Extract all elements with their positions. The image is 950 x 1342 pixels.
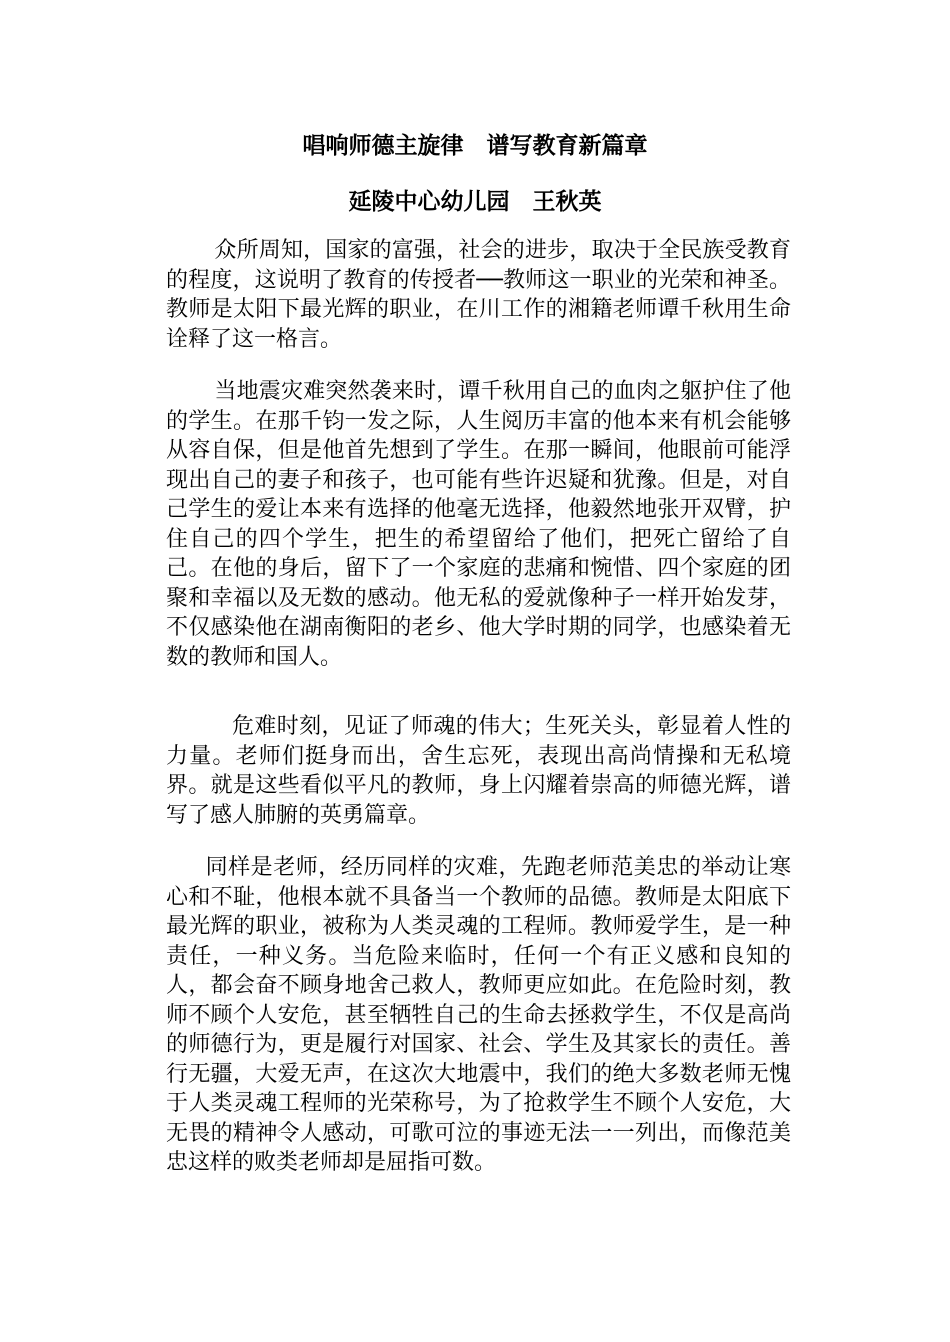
paragraph-block: [166, 236, 791, 354]
paragraph-block: [166, 712, 791, 830]
paragraph-block: [166, 853, 791, 1178]
paragraph: 同样是老师，经历同样的灾难，先跑老师范美忠的举动让寒心和不耻，他根本就不具备当一个教师的品德。教师是太阳底下最光辉的职业，被称为人类灵魂的工程师。教师爱学生，是一种责任，一种义务。当危险来临时，任何一个有正义感和良知的人，都会奋不顾身地舍己救人，教师更应如此。在危险时刻，教师不顾个人安危，甚至牺牲自己的生命去拯救学生，不仅是高尚的师德行为，更是履行对国家、社会、学生及其家长的责任。善行无疆，大爱无声，在这次大地震中，我们的绝大多数老师无愧于人类灵魂工程师的光荣称号，为了抢救学生不顾个人安危，大无畏的精神令人感动，可歌可泣的事迹无法一一列出，而像范美忠这样的败类老师却是屈指可数。: [166, 855, 791, 1175]
paragraph: 危难时刻，见证了师魂的伟大；生死关头，彰显着人性的力量。老师们挺身而出，舍生忘死，表现出高尚情操和无私境界。就是这些看似平凡的教师，身上闪耀着崇高的师德光辉，谱写了感人肺腑的英勇篇章。: [166, 714, 791, 828]
paragraph-block: [166, 377, 791, 672]
paragraph: 当地震灾难突然袭来时，谭千秋用自己的血肉之躯护住了他的学生。在那千钧一发之际，人生阅历丰富的他本来有机会能够从容自保，但是他首先想到了学生。在那一瞬间，他眼前可能浮现出自己的妻子和孩子，也可能有些许迟疑和犹豫。但是，对自己学生的爱让本来有选择的他毫无选择，他毅然地张开双臂，护住自己的四个学生，把生的希望留给了他们，把死亡留给了自己。在他的身后，留下了一个家庭的悲痛和惋惜、四个家庭的团聚和幸福以及无数的感动。他无私的爱就像种子一样开始发芽，不仅感染他在湖南衡阳的老乡、他大学时期的同学，也感染着无数的教师和国人。: [166, 379, 791, 670]
paragraph: 众所周知，国家的富强，社会的进步，取决于全民族受教育的程度，这说明了教育的传授者──教师这一职业的光荣和神圣。教师是太阳下最光辉的职业，在川工作的湘籍老师谭千秋用生命诠释了这一格言。: [166, 238, 791, 352]
document-title: 唱响师德主旋律 谱写教育新篇章: [302, 133, 648, 159]
author-line: 延陵中心幼儿园 王秋英: [348, 189, 602, 215]
